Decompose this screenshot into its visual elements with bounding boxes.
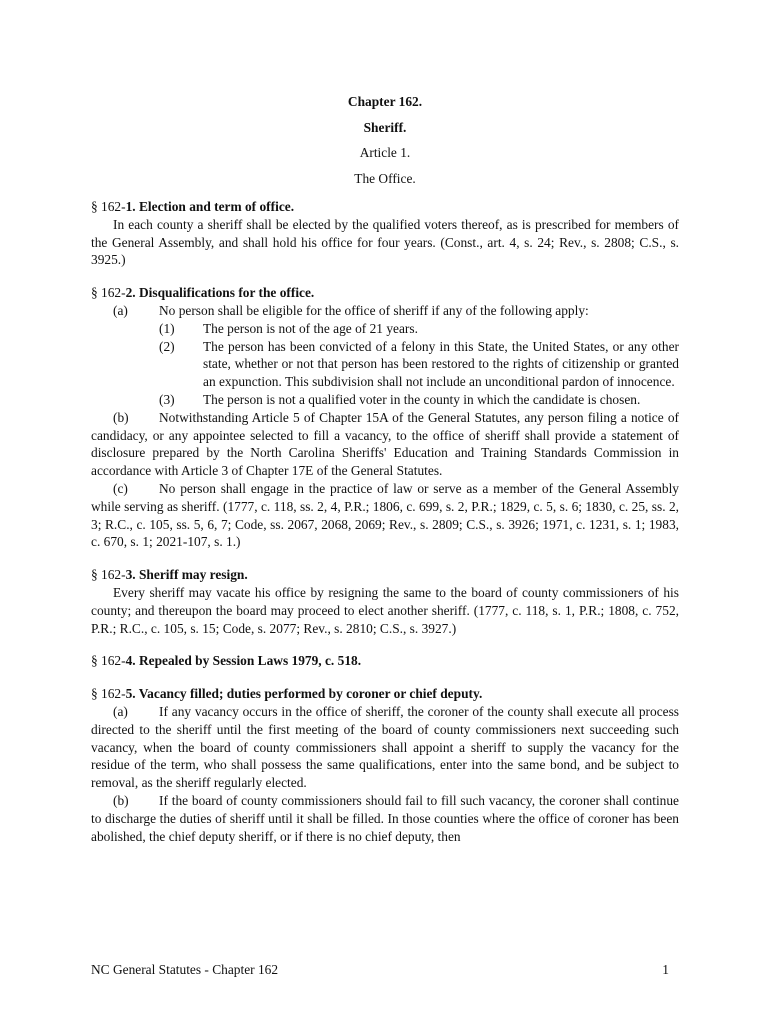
chapter-heading: Chapter 162.	[347, 94, 423, 109]
footer-title: NC General Statutes - Chapter 162	[91, 962, 279, 977]
subsection-text: Notwithstanding Article 5 of Chapter 15A of the General Statutes, any person filing a notice of candidacy, or any appointee selected to fill a vacancy, to the office of sheriff shall provide a statement of disclosure prepared by the North Carolina Sheriffs' Education and Training Standards Commission in accordance with Article 3 of Chapter 17E of the General Statutes.	[91, 409, 679, 479]
page-footer	[91, 961, 669, 979]
section-heading	[91, 284, 679, 302]
subsection-label: (b)	[113, 792, 129, 808]
subdivision-text: The person has been convicted of a felony in this State, the United States, or any other state, whether or not that person has been restored to the rights of citizenship or granted an expunction. This subdivision shall not include an unconditional pardon of innocence.	[203, 338, 679, 390]
section-body: Every sheriff may vacate his office by resigning the same to the board of county commissioners of his county; and thereupon the board may proceed to elect another sheriff. (1777, c. 118, s. 1, P.R.; 1808, c. 752, P.R.; R.C., c. 105, s. 15; Code, s. 2077; Rev., s. 2810; C.S., s. 3927.)	[91, 584, 679, 636]
section-162-4	[91, 652, 679, 670]
section-heading	[91, 652, 679, 670]
section-number-prefix: § 162-	[91, 686, 126, 702]
subsection-label: (a)	[113, 703, 128, 719]
subdivision-3	[91, 391, 679, 409]
chapter-title: Sheriff.	[363, 119, 407, 135]
section-heading	[91, 198, 679, 216]
document-page	[91, 93, 679, 845]
section-162-3	[91, 566, 679, 637]
section-body: In each county a sheriff shall be elected by the qualified voters thereof, as is prescribed for members of the General Assembly, and shall hold his office for four years. (Const., art. 4, s. 24; Rev., s. 2808; C.S., s. 3925.)	[91, 216, 679, 268]
section-number-prefix: § 162-	[91, 285, 126, 301]
subsection-text: If any vacancy occurs in the office of sheriff, the coroner of the county shall execute all process directed to the sheriff until the first meeting of the board of county commissioners next succeeding such vacancy, when the board of county commissioners shall appoint a sheriff to supply the vacancy for the residue of the term, who shall possess the same qualifications, enter into the same bond, and be subject to removal, as the sheriff regularly elected.	[91, 703, 679, 791]
section-heading-text: 1. Election and term of office.	[125, 199, 295, 214]
section-heading	[91, 685, 679, 703]
subdivision-label: (1)	[159, 320, 175, 336]
subsection-text: No person shall engage in the practice of law or serve as a member of the General Assembly while serving as sheriff. (1777, c. 118, ss. 2, 4, P.R.; 1806, c. 699, s. 2, P.R.; 1829, c. 5, s. 6; 1830, c. 25, ss. 2, 3; R.C., c. 105, ss. 5, 6, 7; Code, ss. 2067, 2068, 2069; Rev., s. 2809; C.S., s. 3926; 1971, c. 1231, s. 1; 1983, c. 670, s. 1; 2021-107, s. 1.)	[91, 480, 679, 550]
subsection-text: If the board of county commissioners should fail to fill such vacancy, the coroner shall continue to discharge the duties of sheriff until it shall be filled. In those counties where the office of coroner has been abolished, the chief deputy sheriff, or if there is no chief deputy, then	[91, 792, 679, 844]
article-title: The Office.	[354, 170, 416, 186]
section-heading-text: 4. Repealed by Session Laws 1979, c. 518.	[125, 653, 362, 669]
subsection-label: (b)	[113, 409, 129, 425]
subsection-label: (a)	[113, 302, 128, 318]
section-heading	[91, 566, 679, 584]
page-number: 1	[662, 962, 669, 977]
subsection-a	[91, 302, 679, 320]
subdivision-label: (2)	[159, 338, 175, 354]
subsection-text: No person shall be eligible for the office of sheriff if any of the following apply:	[159, 302, 589, 318]
section-heading-text: 5. Vacancy filled; duties performed by coroner or chief deputy.	[125, 686, 483, 702]
subdivision-1	[91, 320, 679, 338]
section-heading-text: 3. Sheriff may resign.	[125, 567, 248, 583]
subsection-label: (c)	[113, 480, 128, 496]
subsection-b	[91, 792, 679, 845]
section-162-5	[91, 685, 679, 845]
section-162-2	[91, 284, 679, 551]
section-number-prefix: § 162-	[91, 567, 126, 583]
subsection-b	[91, 409, 679, 480]
subsection-c	[91, 480, 679, 551]
subdivision-2	[91, 338, 679, 391]
subdivision-label: (3)	[159, 391, 175, 407]
section-162-1	[91, 198, 679, 269]
subsection-a	[91, 703, 679, 792]
section-number-prefix: § 162-	[91, 653, 126, 669]
subdivision-text: The person is not of the age of 21 years.	[203, 320, 418, 336]
section-number-prefix: § 162-	[91, 199, 126, 214]
article-heading: Article 1.	[359, 145, 411, 160]
section-heading-text: 2. Disqualifications for the office.	[125, 285, 315, 301]
subdivision-text: The person is not a qualified voter in the county in which the candidate is chosen.	[203, 391, 641, 407]
